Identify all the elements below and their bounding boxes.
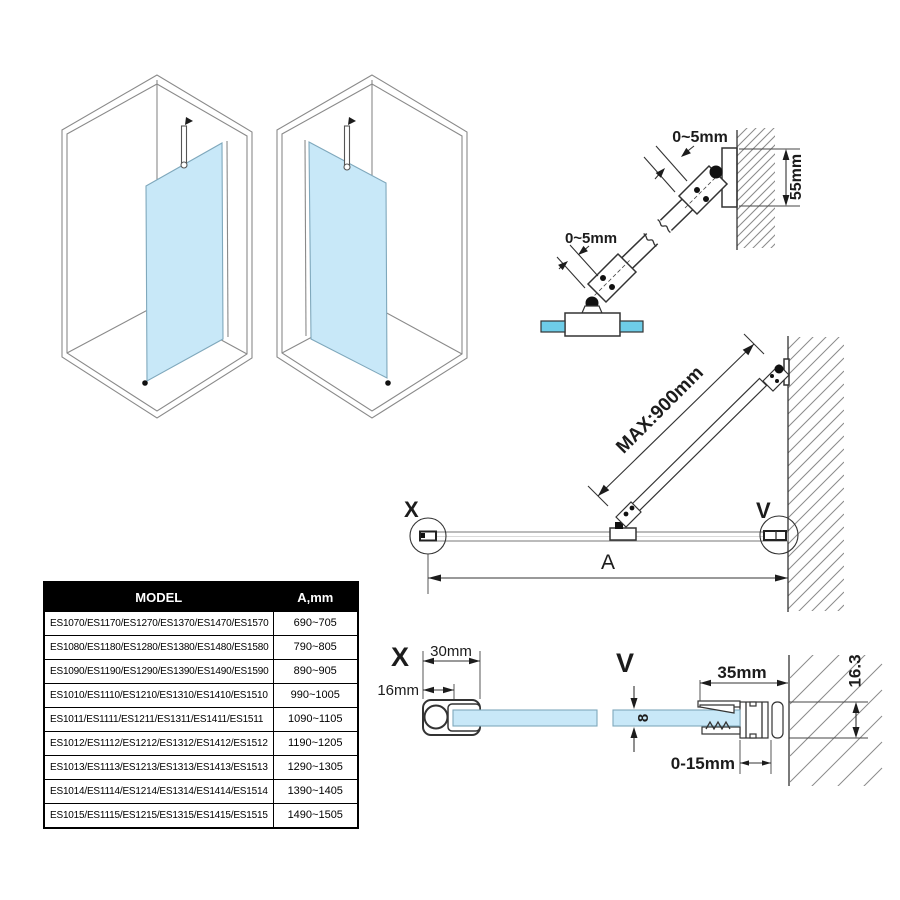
table-row — [44, 755, 358, 779]
a-range-cell: 990~1005 — [273, 683, 358, 707]
upper-pivot — [710, 166, 723, 179]
glass-panel-right — [309, 142, 387, 378]
dim-gap-bottom: 0~5mm — [564, 230, 618, 247]
a-range-cell: 1090~1105 — [273, 707, 358, 731]
model-cell: ES1015/ES1115/ES1215/ES1315/ES1415/ES1515 — [44, 803, 273, 828]
dim-35mm: 35mm — [717, 663, 767, 682]
a-range-cell: 1290~1305 — [273, 755, 358, 779]
detail-x-section — [377, 642, 597, 735]
dim-16-3: 16.3 — [845, 654, 865, 688]
glass-section — [453, 710, 597, 726]
dim-gap-top: 0~5mm — [672, 129, 728, 146]
dim-a-label: A — [600, 551, 616, 574]
table-header-row — [44, 582, 358, 612]
table-row — [44, 779, 358, 803]
marker-v: V — [756, 498, 771, 523]
ceiling-support-rod — [344, 117, 356, 170]
model-cell: ES1013/ES1113/ES1213/ES1313/ES1413/ES1513 — [44, 755, 273, 779]
model-cell: ES1010/ES1110/ES1210/ES1310/ES1410/ES1510 — [44, 683, 273, 707]
table-row — [44, 731, 358, 755]
glass-edge — [541, 321, 565, 332]
table-row — [44, 707, 358, 731]
glass-section — [613, 710, 740, 726]
model-cell: ES1011/ES1111/ES1211/ES1311/ES1411/ES1511 — [44, 707, 273, 731]
rod-arrow-icon — [185, 117, 193, 125]
detail-x-title: X — [391, 642, 410, 672]
a-range-cell: 1190~1205 — [273, 731, 358, 755]
table-row — [44, 635, 358, 659]
wall-hatching — [737, 98, 777, 300]
table-row — [44, 659, 358, 683]
plan-view — [404, 293, 844, 661]
model-cell: ES1090/ES1190/ES1290/ES1390/ES1490/ES1590 — [44, 659, 273, 683]
wall-mount-plate — [722, 148, 737, 207]
model-cell: ES1070/ES1170/ES1270/ES1370/ES1470/ES1570 — [44, 612, 273, 636]
a-range-cell: 1490~1505 — [273, 803, 358, 828]
a-range-cell: 890~905 — [273, 659, 358, 683]
table-header-model: MODEL — [44, 582, 273, 612]
glass-clamp — [565, 313, 620, 336]
dim-max-900: MAX:900mm — [612, 362, 708, 458]
table-header-amm: A,mm — [273, 582, 358, 612]
wall-hatching — [788, 293, 844, 661]
detail-v-title: V — [616, 648, 635, 678]
model-table — [43, 581, 359, 829]
glass-clamp-plan — [610, 528, 636, 540]
dim-30mm: 30mm — [430, 643, 472, 660]
dim-55mm: 55mm — [788, 153, 806, 201]
dim-0-15mm: 0-15mm — [670, 754, 735, 773]
floor-anchor — [142, 380, 148, 386]
model-cell: ES1080/ES1180/ES1280/ES1380/ES1480/ES1580 — [44, 635, 273, 659]
model-cell: ES1012/ES1112/ES1212/ES1312/ES1412/ES1512 — [44, 731, 273, 755]
model-table-body — [44, 612, 358, 829]
support-bar-detail — [541, 98, 805, 336]
table-row — [44, 803, 358, 828]
table-row — [44, 683, 358, 707]
iso-room-right — [277, 75, 467, 418]
profile-x-tube — [425, 706, 448, 729]
table-row — [44, 612, 358, 636]
marker-x: X — [404, 497, 419, 522]
rod-arrow-icon — [348, 117, 356, 125]
a-range-cell: 790~805 — [273, 635, 358, 659]
glass-edge — [620, 321, 643, 332]
detail-v-section — [613, 586, 882, 886]
dim-16mm: 16mm — [377, 682, 419, 699]
dim-glass-8: 8 — [634, 713, 652, 723]
wall-hatching — [790, 586, 882, 886]
a-range-cell: 1390~1405 — [273, 779, 358, 803]
iso-room-left — [62, 75, 252, 418]
a-range-cell: 690~705 — [273, 612, 358, 636]
wall-plate-profile — [772, 702, 783, 738]
floor-anchor — [385, 380, 391, 386]
model-cell: ES1014/ES1114/ES1214/ES1314/ES1414/ES1514 — [44, 779, 273, 803]
